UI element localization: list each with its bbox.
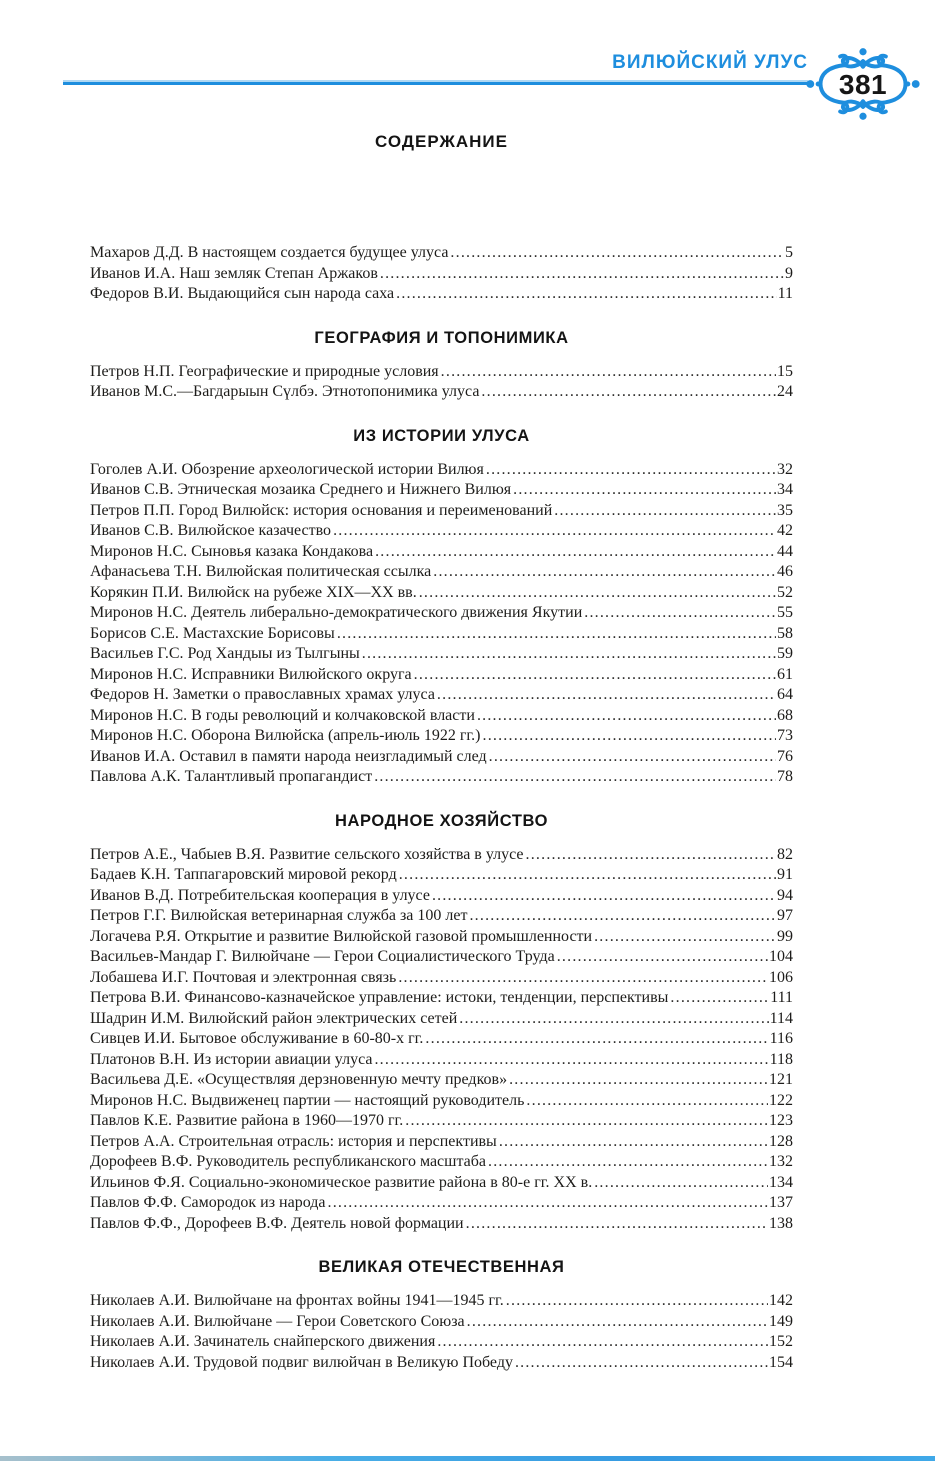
entry-title: Петров А.А. Строительная отрасль: история и перспективы xyxy=(90,1132,497,1150)
entry-title: Махаров Д.Д. В настоящем создается будущее улуса xyxy=(90,244,449,261)
entry-title: Васильев-Мандар Г. Вилюйчане — Герои Социалистического Труда xyxy=(90,948,555,965)
entry-page-number: 104 xyxy=(769,948,793,965)
dot-leader xyxy=(398,968,768,989)
toc-entry xyxy=(90,927,793,948)
entry-title: Николаев А.И. Вилюйчане на фронтах войны 1941—1945 гг. xyxy=(90,1292,504,1309)
entry-title: Петрова В.И. Финансово-казначейское управление: истоки, тенденции, перспективы xyxy=(90,989,669,1006)
toc-section xyxy=(90,427,793,788)
dot-leader xyxy=(670,988,769,1009)
toc-section xyxy=(90,812,793,1235)
entry-page-number: 78 xyxy=(777,768,793,785)
toc-sections xyxy=(90,243,793,1373)
toc-entry xyxy=(90,583,793,604)
toc-entry xyxy=(90,264,793,285)
dot-leader xyxy=(515,1353,768,1374)
entry-page-number: 11 xyxy=(777,285,793,302)
entry-page-number: 34 xyxy=(777,481,793,498)
toc-entry xyxy=(90,1312,793,1333)
entry-title: Бадаев К.Н. Таппагаровский мировой рекорд xyxy=(90,866,397,883)
toc-entry xyxy=(90,665,793,686)
entry-title: Шадрин И.М. Вилюйский район электрических сетей xyxy=(90,1009,458,1027)
page-header xyxy=(0,0,935,132)
entry-page-number: 94 xyxy=(777,886,793,904)
entry-page-number: 149 xyxy=(769,1312,793,1330)
toc-entry xyxy=(90,562,793,583)
toc-section xyxy=(90,1258,793,1373)
entry-page-number: 32 xyxy=(777,460,793,478)
dot-leader xyxy=(437,1332,768,1353)
dot-leader xyxy=(506,1291,768,1312)
toc-entry xyxy=(90,624,793,645)
dot-leader xyxy=(557,947,768,968)
dot-leader xyxy=(374,767,776,788)
section-entries xyxy=(90,362,793,403)
entry-title: Петров Г.Г. Вилюйская ветеринарная служба за 100 лет xyxy=(90,907,468,924)
entry-page-number: 58 xyxy=(777,624,793,642)
dot-leader xyxy=(477,706,776,727)
dot-leader xyxy=(441,362,776,383)
toc-entry xyxy=(90,845,793,866)
entry-title: Миронов Н.С. Сыновья казака Кондакова xyxy=(90,542,374,560)
entry-page-number: 35 xyxy=(777,501,793,519)
dot-leader xyxy=(396,284,776,305)
entry-page-number: 122 xyxy=(769,1091,793,1109)
entry-page-number: 68 xyxy=(777,706,793,724)
entry-title: Гоголев А.И. Обозрение археологической истории Вилюя xyxy=(90,460,484,478)
dot-leader xyxy=(481,382,776,403)
toc-entry xyxy=(90,1050,793,1071)
dot-leader xyxy=(419,583,776,604)
section-heading: ИЗ ИСТОРИИ УЛУСА xyxy=(353,426,530,445)
toc-section xyxy=(90,243,793,305)
entry-title: Иванов С.В. Этническая мозаика Среднего и Нижнего Вилюя xyxy=(90,481,512,498)
entry-page-number: 118 xyxy=(769,1050,793,1068)
dot-leader xyxy=(499,1132,768,1153)
toc-entry xyxy=(90,1173,793,1194)
toc-entry xyxy=(90,644,793,665)
header-rule xyxy=(63,82,808,85)
dot-leader xyxy=(466,1214,768,1235)
entry-title: Ильинов Ф.Я. Социально-экономическое развитие района в 80-е гг. XX в. xyxy=(90,1173,593,1191)
entry-title: Павлов К.Е. Развитие района в 1960—1970 гг. xyxy=(90,1112,404,1129)
entry-title: Павлова А.К. Талантливый пропагандист xyxy=(90,768,373,785)
section-heading: ГЕОГРАФИЯ И ТОПОНИМИКА xyxy=(314,328,569,347)
toc-entry xyxy=(90,706,793,727)
entry-title: Платонов В.Н. Из истории авиации улуса xyxy=(90,1050,373,1068)
entry-title: Федоров В.И. Выдающийся сын народа саха xyxy=(90,285,395,302)
entry-page-number: 121 xyxy=(769,1071,793,1088)
dot-leader xyxy=(489,747,776,768)
dot-leader xyxy=(509,1070,768,1091)
entry-title: Васильева Д.Е. «Осуществляя дерзновенную мечту предков» xyxy=(90,1071,508,1088)
section-heading: НАРОДНОЕ ХОЗЯЙСТВО xyxy=(334,811,549,830)
section-entries xyxy=(90,845,793,1235)
entry-title: Васильев Г.С. Род Хандыы из Тылгыны xyxy=(90,645,360,662)
dot-leader xyxy=(450,243,784,264)
page-bottom-edge xyxy=(0,1456,935,1461)
dot-leader xyxy=(328,1193,769,1214)
dot-leader xyxy=(469,906,776,927)
toc-entry xyxy=(90,886,793,907)
entry-page-number: 73 xyxy=(777,727,793,744)
dot-leader xyxy=(488,1152,768,1173)
toc-entry xyxy=(90,726,793,747)
dot-leader xyxy=(362,644,776,665)
entry-title: Павлов Ф.Ф. Самородок из народа xyxy=(90,1194,326,1211)
dot-leader xyxy=(374,1050,768,1071)
entry-page-number: 142 xyxy=(769,1292,793,1309)
entry-page-number: 5 xyxy=(785,244,793,261)
toc-entry xyxy=(90,603,793,624)
entry-page-number: 91 xyxy=(777,866,793,883)
toc-entry xyxy=(90,988,793,1009)
running-title: ВИЛЮЙСКИЙ УЛУС xyxy=(612,52,808,73)
entry-page-number: 132 xyxy=(769,1153,793,1170)
section-entries xyxy=(90,243,793,305)
table-of-contents xyxy=(90,130,793,1373)
dot-leader xyxy=(526,845,776,866)
toc-entry xyxy=(90,1091,793,1112)
entry-page-number: 59 xyxy=(777,645,793,662)
entry-title: Иванов И.А. Наш земляк Степан Аржаков xyxy=(90,264,378,282)
entry-title: Николаев А.И. Зачинатель снайперского движения xyxy=(90,1333,436,1350)
toc-entry xyxy=(90,1353,793,1374)
toc-entry xyxy=(90,1214,793,1235)
toc-entry xyxy=(90,243,793,264)
entry-title: Лобашева И.Г. Почтовая и электронная связь xyxy=(90,968,397,986)
dot-leader xyxy=(375,542,776,563)
entry-page-number: 138 xyxy=(769,1214,793,1232)
dot-leader xyxy=(433,562,776,583)
entry-page-number: 46 xyxy=(777,563,793,580)
entry-page-number: 114 xyxy=(769,1009,793,1027)
entry-page-number: 55 xyxy=(777,604,793,621)
entry-title: Миронов Н.С. Исправники Вилюйского округа xyxy=(90,665,412,683)
entry-page-number: 24 xyxy=(777,383,793,400)
entry-title: Миронов Н.С. Деятель либерально-демократического движения Якутии xyxy=(90,604,583,621)
entry-title: Николаев А.И. Вилюйчане — Герои Советского Союза xyxy=(90,1312,465,1330)
entry-title: Петров А.Е., Чабыев В.Я. Развитие сельского хозяйства в улусе xyxy=(90,845,524,863)
entry-page-number: 42 xyxy=(777,522,793,539)
entry-page-number: 152 xyxy=(769,1333,793,1350)
entry-page-number: 61 xyxy=(777,665,793,683)
dot-leader xyxy=(526,1091,768,1112)
entry-title: Иванов В.Д. Потребительская кооперация в улусе xyxy=(90,886,430,904)
entry-title: Борисов С.Е. Мастахские Борисовы xyxy=(90,624,335,642)
dot-leader xyxy=(554,501,776,522)
dot-leader xyxy=(337,624,776,645)
entry-page-number: 134 xyxy=(769,1173,793,1191)
toc-entry xyxy=(90,521,793,542)
toc-entry xyxy=(90,1132,793,1153)
entry-title: Афанасьева Т.Н. Вилюйская политическая ссылка xyxy=(90,563,432,580)
page-number: 381 xyxy=(838,68,888,100)
entry-title: Федоров Н. Заметки о православных храмах улуса xyxy=(90,686,435,703)
entry-page-number: 128 xyxy=(769,1132,793,1150)
toc-entry xyxy=(90,1332,793,1353)
dot-leader xyxy=(425,1029,768,1050)
entry-title: Сивцев И.И. Бытовое обслуживание в 60-80-х гг. xyxy=(90,1030,424,1047)
toc-entry xyxy=(90,685,793,706)
dot-leader xyxy=(333,521,776,542)
toc-entry xyxy=(90,1291,793,1312)
entry-page-number: 116 xyxy=(769,1030,793,1047)
entry-page-number: 137 xyxy=(769,1194,793,1211)
section-entries xyxy=(90,460,793,788)
toc-entry xyxy=(90,542,793,563)
dot-leader xyxy=(459,1009,768,1030)
entry-page-number: 82 xyxy=(777,845,793,863)
entry-page-number: 106 xyxy=(769,968,793,986)
section-entries xyxy=(90,1291,793,1373)
dot-leader xyxy=(584,603,776,624)
dot-leader xyxy=(594,1173,768,1194)
entry-page-number: 64 xyxy=(777,686,793,703)
entry-title: Петров Н.П. Географические и природные условия xyxy=(90,362,439,380)
dot-leader xyxy=(432,886,776,907)
toc-entry xyxy=(90,501,793,522)
entry-page-number: 111 xyxy=(770,989,793,1006)
entry-title: Логачева Р.Я. Открытие и развитие Вилюйской газовой промышленности xyxy=(90,927,593,945)
dot-leader xyxy=(594,927,776,948)
entry-page-number: 9 xyxy=(785,264,793,282)
toc-entry xyxy=(90,1152,793,1173)
toc-title: СОДЕРЖАНИЕ xyxy=(375,132,508,151)
entry-title: Павлов Ф.Ф., Дорофеев В.Ф. Деятель новой формации xyxy=(90,1214,464,1232)
dot-leader xyxy=(483,726,777,747)
toc-entry xyxy=(90,1070,793,1091)
entry-title: Иванов С.В. Вилюйское казачество xyxy=(90,522,332,539)
entry-page-number: 123 xyxy=(769,1112,793,1129)
entry-page-number: 52 xyxy=(777,583,793,601)
toc-entry xyxy=(90,460,793,481)
entry-title: Миронов Н.С. Оборона Вилюйска (апрель-июль 1922 гг.) xyxy=(90,727,481,744)
section-heading: ВЕЛИКАЯ ОТЕЧЕСТВЕННАЯ xyxy=(318,1258,565,1276)
toc-entry xyxy=(90,362,793,383)
page-number-ornament xyxy=(804,46,922,122)
entry-page-number: 44 xyxy=(777,542,793,560)
entry-title: Иванов И.А. Оставил в памяти народа неизгладимый след xyxy=(90,747,487,765)
toc-entry xyxy=(90,747,793,768)
entry-page-number: 76 xyxy=(777,747,793,765)
toc-entry xyxy=(90,284,793,305)
toc-entry xyxy=(90,865,793,886)
toc-section xyxy=(90,329,793,403)
entry-page-number: 15 xyxy=(777,362,793,380)
toc-entry xyxy=(90,480,793,501)
toc-entry xyxy=(90,1029,793,1050)
entry-title: Дорофеев В.Ф. Руководитель республиканского масштаба xyxy=(90,1153,487,1170)
toc-entry xyxy=(90,947,793,968)
dot-leader xyxy=(486,460,776,481)
entry-title: Миронов Н.С. Выдвиженец партии — настоящий руководитель xyxy=(90,1091,525,1109)
dot-leader xyxy=(414,665,776,686)
entry-title: Иванов М.С.—Багдарыын Сүлбэ. Этнотопонимика улуса xyxy=(90,383,480,400)
dot-leader xyxy=(399,865,776,886)
toc-entry xyxy=(90,968,793,989)
toc-entry xyxy=(90,1111,793,1132)
entry-title: Петров П.П. Город Вилюйск: история основания и переименований xyxy=(90,501,553,519)
entry-title: Николаев А.И. Трудовой подвиг вилюйчан в Великую Победу xyxy=(90,1353,513,1371)
toc-entry xyxy=(90,382,793,403)
entry-page-number: 97 xyxy=(777,907,793,924)
entry-page-number: 154 xyxy=(769,1353,793,1371)
entry-page-number: 99 xyxy=(777,927,793,945)
entry-title: Миронов Н.С. В годы революций и колчаковской власти xyxy=(90,706,475,724)
toc-entry xyxy=(90,1193,793,1214)
dot-leader xyxy=(437,685,776,706)
dot-leader xyxy=(513,480,776,501)
dot-leader xyxy=(405,1111,768,1132)
dot-leader xyxy=(467,1312,768,1333)
toc-entry xyxy=(90,906,793,927)
toc-entry xyxy=(90,767,793,788)
dot-leader xyxy=(380,264,784,285)
entry-title: Корякин П.И. Вилюйск на рубеже XIX—XX вв. xyxy=(90,583,417,601)
toc-entry xyxy=(90,1009,793,1030)
